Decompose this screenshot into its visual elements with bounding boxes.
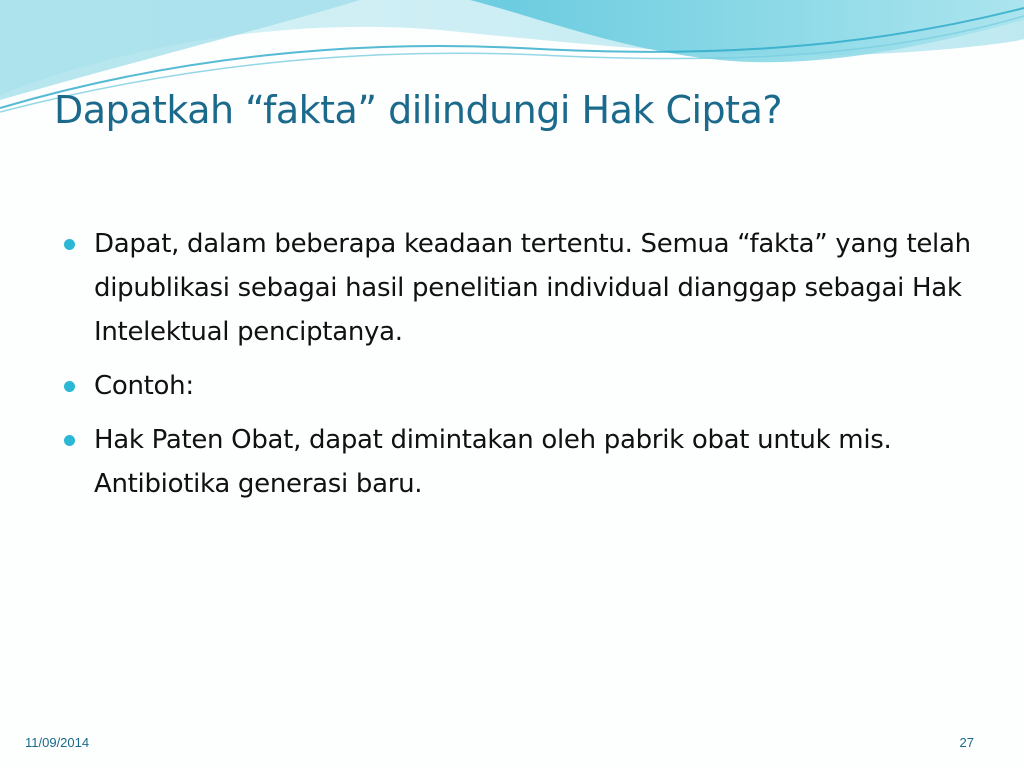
bullet-icon <box>64 435 75 446</box>
bullet-icon <box>64 381 75 392</box>
footer-date: 11/09/2014 <box>25 735 90 750</box>
footer-page-number: 27 <box>959 735 974 750</box>
bullet-text: Contoh: <box>94 371 194 401</box>
bullet-icon <box>64 239 75 250</box>
wave-band-left <box>0 0 360 100</box>
bullet-item <box>60 222 980 354</box>
bullet-list <box>60 222 980 516</box>
slide-title: Dapatkah “fakta” dilindungi Hak Cipta? <box>54 88 783 132</box>
bullet-text: Hak Paten Obat, dapat dimintakan oleh pabrik obat untuk mis. Antibiotika generasi baru. <box>94 425 892 499</box>
bullet-item <box>60 364 980 408</box>
bullet-item <box>60 418 980 506</box>
bullet-text: Dapat, dalam beberapa keadaan tertentu. Semua “fakta” yang telah dipublikasi sebagai hasil penelitian individual dianggap sebagai Hak Intelektual penciptanya. <box>94 229 971 347</box>
